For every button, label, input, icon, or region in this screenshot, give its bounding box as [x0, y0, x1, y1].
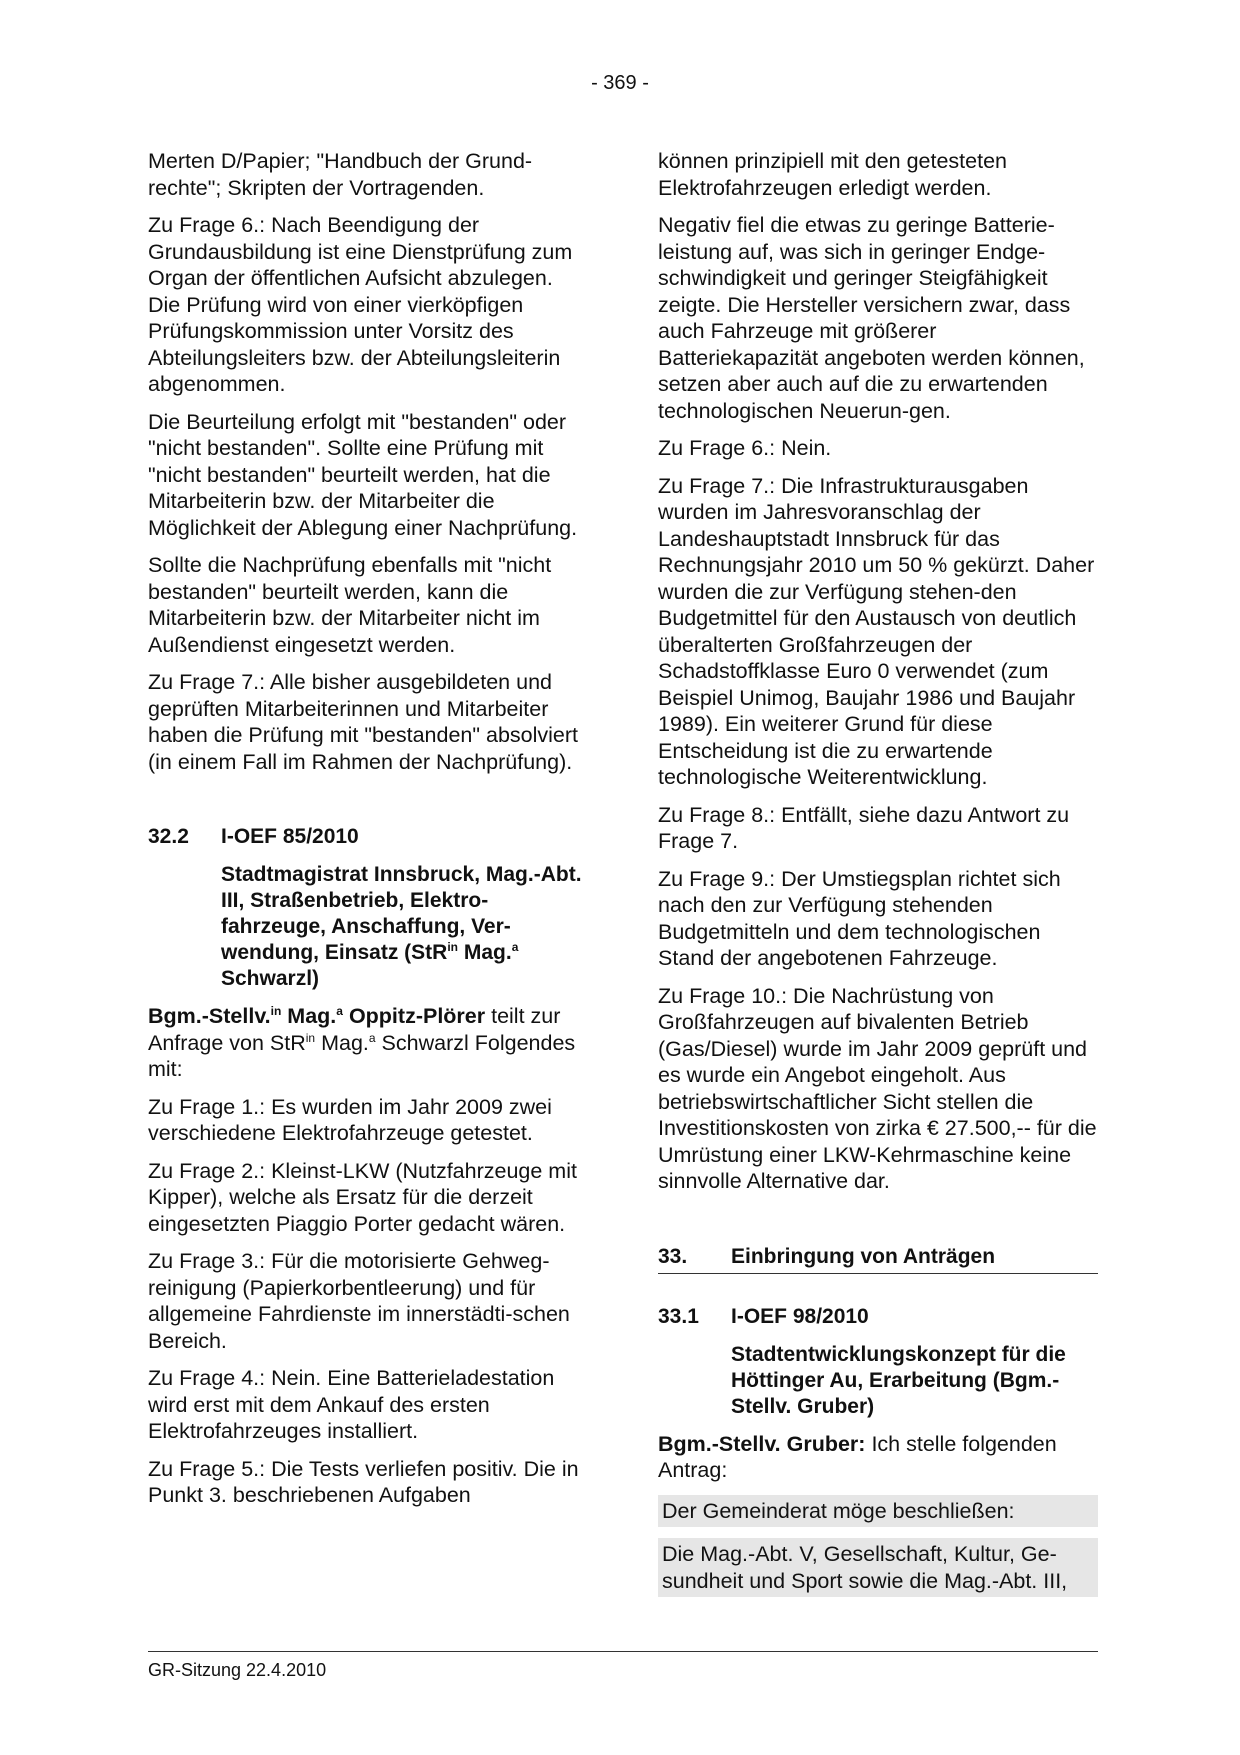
paragraph: Negativ fiel die etwas zu geringe Batterie-leistung auf, was sich in geringer Endge-schwindigkeit und geringer Steigfähigkeit zeigte. Die Hersteller versichern zwar, dass auch Fahrzeuge mit größerer Batteriekapazität angeboten werden können, setzen aber auch auf die zu erwartenden technologischen Neuerun-gen. [658, 213, 1085, 423]
motion-line: Der Gemeinderat möge beschließen: [658, 1495, 1098, 1528]
superscript: in [447, 940, 459, 954]
title-text: Stadtmagistrat Innsbruck, Mag.-Abt. III, Straßenbetrieb, Elektro-fahrzeuge, Anschaffung, Ver-wendung, Einsatz (StR [221, 863, 582, 964]
paragraph: Zu Frage 9.: Der Umstiegsplan richtet sich nach den zur Verfügung stehenden Budgetmitteln und dem technologischen Stand der angebotenen Fahrzeuge. [658, 866, 1061, 970]
speaker-name: Bgm.-Stellv.$^{in}$ Mag.$^a$ Oppitz-Plörer [148, 1003, 486, 1028]
paragraph: Zu Frage 10.: Die Nachrüstung von Großfahrzeugen auf bivalenten Betrieb (Gas/Diesel) wurde im Jahr 2009 geprüft und es wurde ein Angebot eingeholt. Aus betriebswirtschaftlicher Sicht stellen die Investitionskosten von zirka € 27.500,-- für die Umrüstung einer LKW-Kehrmaschine keine sinnvolle Alternative dar. [658, 983, 1097, 1193]
section-number: 33.1 [658, 1304, 699, 1328]
section-id: I-OEF 98/2010 [731, 1304, 869, 1328]
section-number: 32.2 [148, 825, 189, 848]
paragraph: Zu Frage 1.: Es wurden im Jahr 2009 zwei verschiedene Elektrofahrzeuge getestet. [148, 1094, 552, 1145]
right-column [658, 148, 1098, 1608]
speaker-text: Ich stelle folgenden Antrag: [658, 1431, 1057, 1482]
paragraph: Zu Frage 4.: Nein. Eine Batterieladestation wird erst mit dem Ankauf des ersten Elektrofahrzeuges installiert. [148, 1366, 555, 1443]
paragraph: Zu Frage 7.: Alle bisher ausgebildeten und geprüften Mitarbeiterinnen und Mitarbeiter haben die Prüfung mit "bestanden" absolviert (in einem Fall im Rahmen der Nachprüfung). [148, 670, 579, 774]
section-id: I-OEF 85/2010 [221, 825, 359, 848]
left-column [148, 148, 586, 1520]
paragraph: Zu Frage 7.: Die Infrastrukturausgaben wurden im Jahresvoranschlag der Landeshauptstadt Innsbruck für das Rechnungsjahr 2010 um 50 % gekürzt. Daher wurden die zur Verfügung stehen-den Budgetmittel für den Austausch von deutlich überalterten Großfahrzeugen der Schadstoffklasse Euro 0 verwendet (zum Beispiel Unimog, Baujahr 1986 und Baujahr 1989). Ein weiterer Grund für diese Entscheidung ist die zu erwartende technologische Weiterentwicklung. [658, 473, 1095, 789]
paragraph: Zu Frage 3.: Für die motorisierte Gehweg-reinigung (Papierkorbentleerung) und für allgemeine Fahrdienste im innerstädti-schen Bereich. [148, 1249, 570, 1353]
section-heading-33-1 [658, 1304, 1098, 1330]
footer-divider [148, 1651, 1098, 1652]
paragraph: Merten D/Papier; "Handbuch der Grund-rechte"; Skripten der Vortragenden. [148, 149, 533, 200]
section-heading-32-2 [148, 824, 586, 850]
speaker-paragraph: Bgm.-Stellv.$^{in}$ Mag.$^a$ Oppitz-Plörer teilt zur Anfrage von StR$^{in}$ Mag.$^a$ Schwarzl Folgendes mit: [148, 1003, 576, 1081]
paragraph: Sollte die Nachprüfung ebenfalls mit "nicht bestanden" beurteilt werden, kann die Mitarbeiterin bzw. der Mitarbeiter nicht im Außendienst eingesetzt werden. [148, 553, 552, 657]
section-title: Einbringung von Anträgen [731, 1244, 996, 1268]
paragraph: Zu Frage 5.: Die Tests verliefen positiv. Die in Punkt 3. beschriebenen Aufgaben [148, 1456, 579, 1507]
page-number: - 369 - [591, 72, 649, 94]
motion-text: Die Mag.-Abt. V, Gesellschaft, Kultur, Ge-sundheit und Sport sowie die Mag.-Abt. III, [658, 1538, 1098, 1597]
title-text: Mag. [458, 941, 512, 964]
footer-text: GR-Sitzung 22.4.2010 [148, 1660, 327, 1680]
speaker-name: Bgm.-Stellv. Gruber: [658, 1431, 866, 1456]
paragraph: Die Beurteilung erfolgt mit "bestanden" oder "nicht bestanden". Sollte eine Prüfung mit "nicht bestanden" beurteilt werden, hat die Mitarbeiterin bzw. der Mitarbeiter die Möglichkeit der Ablegung einer Nachprüfung. [148, 409, 578, 540]
section-title [221, 862, 586, 992]
paragraph: Zu Frage 2.: Kleinst-LKW (Nutzfahrzeuge mit Kipper), welche als Ersatz für die derzeit eingesetzten Piaggio Porter gedacht wären. [148, 1158, 577, 1236]
section-number: 33. [658, 1244, 688, 1268]
paragraph: Zu Frage 8.: Entfällt, siehe dazu Antwort zu Frage 7. [658, 802, 1070, 853]
paragraph: Zu Frage 6.: Nein. [658, 436, 832, 460]
superscript: a [511, 940, 519, 954]
section-heading-33 [658, 1244, 1098, 1274]
section-title: Stadtentwicklungskonzept für die Höttinger Au, Erarbeitung (Bgm.-Stellv. Gruber) [731, 1342, 1066, 1418]
speaker-paragraph [658, 1431, 1098, 1484]
title-text: Schwarzl) [221, 967, 320, 990]
paragraph: können prinzipiell mit den getesteten Elektrofahrzeugen erledigt werden. [658, 149, 1007, 200]
paragraph: Zu Frage 6.: Nach Beendigung der Grundausbildung ist eine Dienstprüfung zum Organ der öffentlichen Aufsicht abzulegen. Die Prüfung wird von einer vierköpfigen Prüfungskommission unter Vorsitz des Abteilungsleiters bzw. der Abteilungsleiterin abgenommen. [148, 213, 573, 396]
